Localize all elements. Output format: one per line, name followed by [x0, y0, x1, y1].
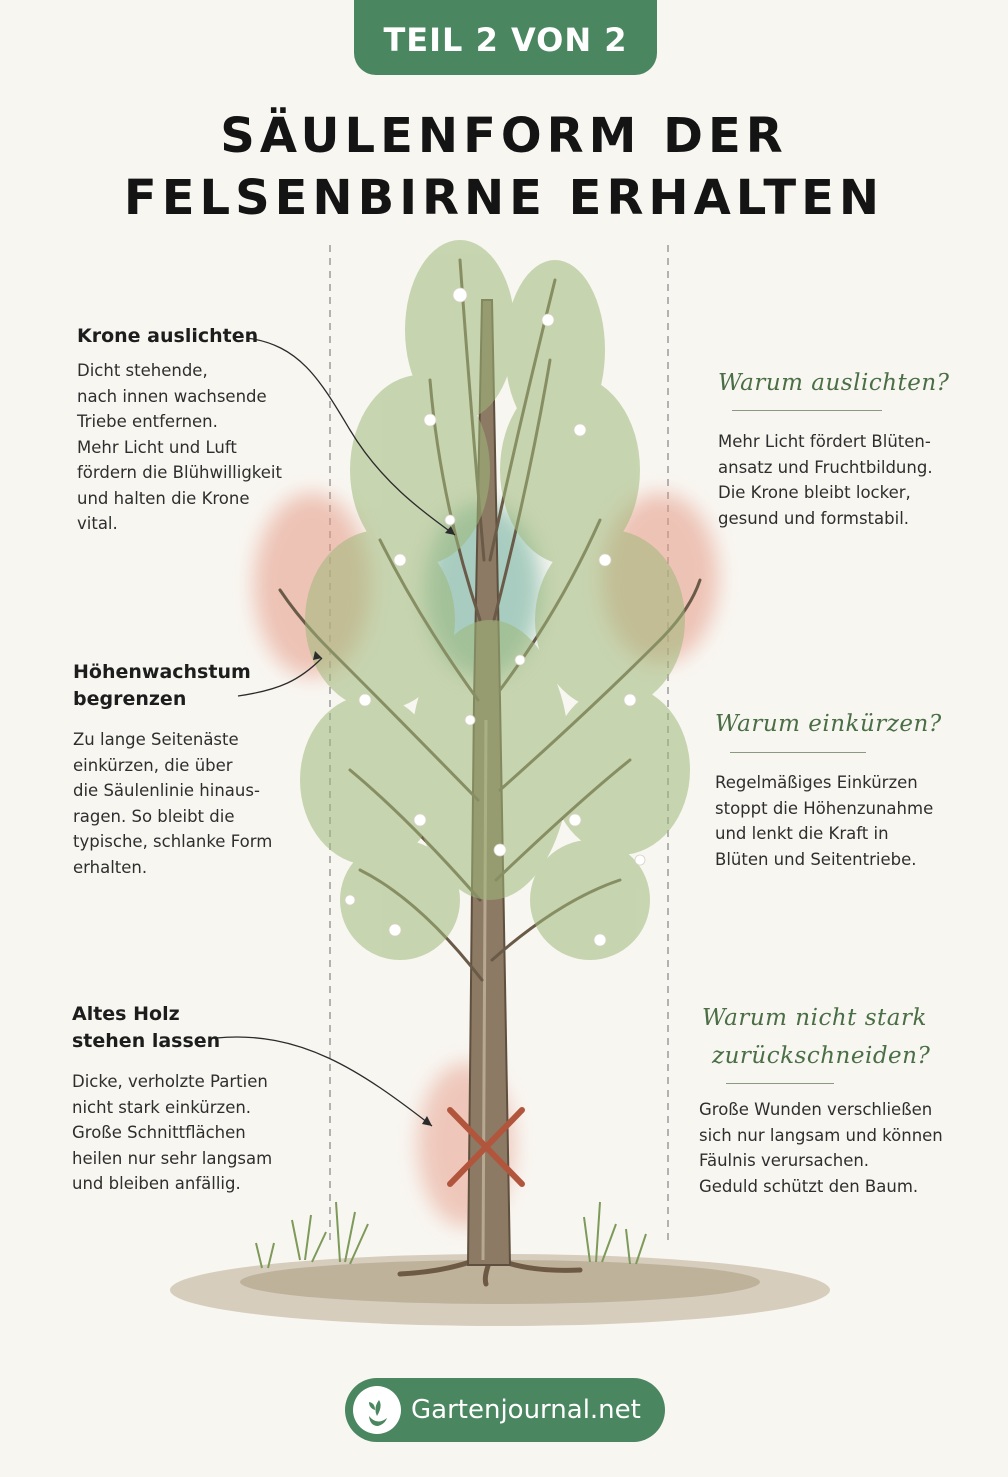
underline-warum-auslichten	[732, 410, 882, 411]
heading-warum-auslichten: Warum auslichten?	[718, 370, 950, 396]
underline-warum-einkuerzen	[730, 752, 866, 753]
text-hoehenwachstum-begrenzen: Zu lange Seitenäste einkürzen, die über die Säulenlinie hinaus- ragen. So bleibt die typische, schlanke Form erhalten.	[73, 730, 273, 877]
heading-krone-auslichten: Krone auslichten	[77, 325, 259, 347]
brand-name: Gartenjournal.net	[411, 1395, 641, 1425]
gardening-logo-icon	[353, 1386, 401, 1434]
heading-altes-holz: Altes Holz stehen lassen	[72, 1003, 221, 1052]
underline-warum-nicht-stark	[726, 1083, 834, 1084]
text-warum-auslichten: Mehr Licht fördert Blüten- ansatz und Fruchtbildung. Die Krone bleibt locker, gesund und formstabil.	[718, 432, 933, 528]
heading-warum-einkuerzen: Warum einkürzen?	[715, 711, 942, 737]
text-warum-einkuerzen: Regelmäßiges Einkürzen stoppt die Höhenzunahme und lenkt die Kraft in Blüten und Seitentriebe.	[715, 773, 934, 869]
text-warum-nicht-stark: Große Wunden verschließen sich nur langsam und können Fäulnis verursachen. Geduld schützt den Baum.	[699, 1100, 943, 1196]
part-badge: TEIL 2 VON 2	[354, 0, 657, 75]
page-title-line-1: SÄULENFORM DER	[220, 108, 788, 164]
text-altes-holz: Dicke, verholzte Partien nicht stark einkürzen. Große Schnittflächen heilen nur sehr langsam und bleiben anfällig.	[72, 1072, 273, 1193]
brand-footer[interactable]	[345, 1378, 665, 1442]
text-krone-auslichten: Dicht stehende, nach innen wachsende Triebe entfernen. Mehr Licht und Luft fördern die Blühwilligkeit und halten die Krone vital.	[77, 361, 282, 533]
page-title-line-2: FELSENBIRNE ERHALTEN	[123, 170, 885, 226]
heading-warum-nicht-stark: Warum nicht stark zurückschneiden?	[702, 1005, 931, 1069]
heading-hoehenwachstum-begrenzen: Höhenwachstum begrenzen	[73, 661, 251, 710]
